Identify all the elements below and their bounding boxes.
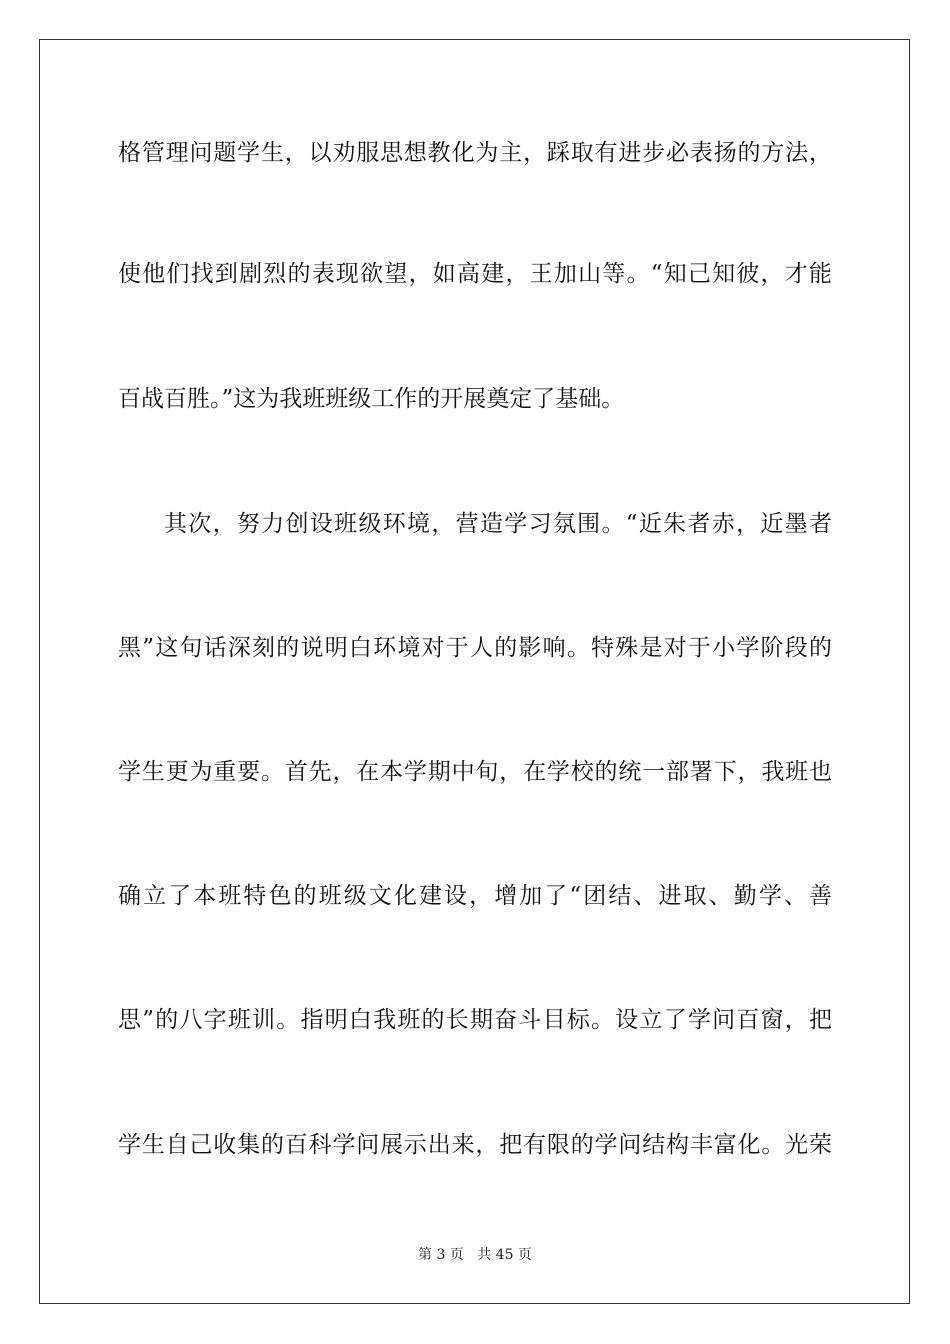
total-pages: 共 45 页 [477,1247,532,1263]
body-text-line: 思”的八字班训。指明白我班的长期奋斗目标。设立了学问百窗，把 [118,1007,832,1033]
body-text-line: 格管理问题学生，以劝服思想教化为主，踩取有进步必表扬的方法， [118,140,832,166]
body-text-line: 学生自己收集的百科学问展示出来，把有限的学问结构丰富化。光荣 [118,1132,832,1158]
page-border [39,39,910,1304]
page-footer [0,1246,950,1264]
body-text-line: 使他们找到剧烈的表现欲望，如高建，王加山等。“知己知彼，才能 [118,261,832,287]
paragraph-first-line: 其次，努力创设班级环境，营造学习氛围。“近朱者赤，近墨者 [164,511,832,537]
body-text-line: 百战百胜。”这为我班班级工作的开展奠定了基础。 [118,386,625,412]
body-text-line: 黑”这句话深刻的说明白环境对于人的影响。特殊是对于小学阶段的 [118,635,832,661]
page-number: 第 3 页 [418,1247,464,1263]
body-text-line: 学生更为重要。首先，在本学期中旬，在学校的统一部署下，我班也 [118,759,832,785]
body-text-line: 确立了本班特色的班级文化建设，增加了“团结、进取、勤学、善 [118,883,832,909]
